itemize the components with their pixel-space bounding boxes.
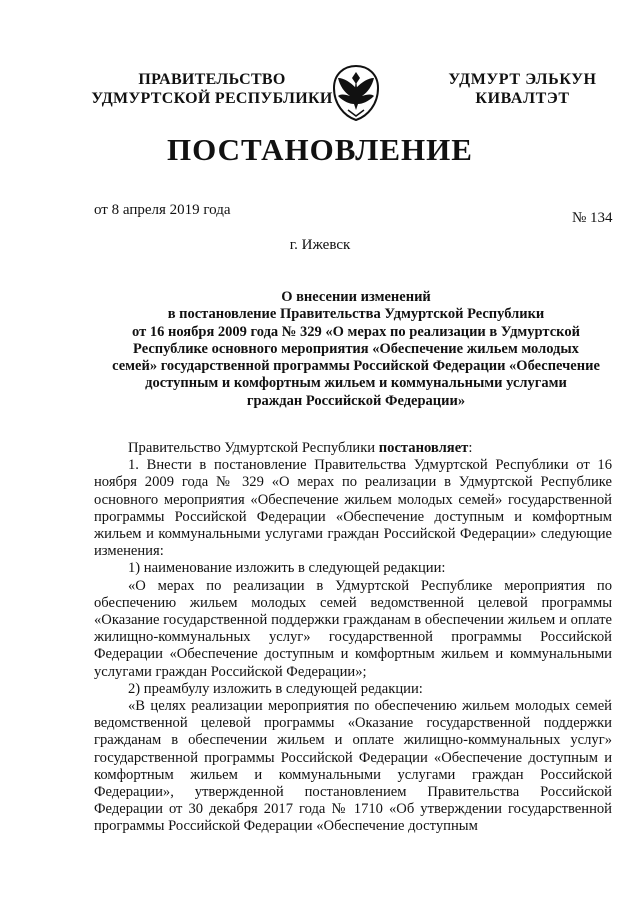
body-paragraph-5: «В целях реализации мероприятия по обеспечению жильем молодых семей ведомственной целевой программы «Оказание государственной поддержки гражданам в обеспечении жильем и оплате жилищно-коммунальных услуг» государственной программы Российской Федерации «Обеспечение доступным и комфортным жильем и коммунальными услугами граждан Российской Федерации», утвержденной постановлением Правительства Российской Федерации от 30 декабря 2017 года № 1710 «Об утверждении государственной программы Российской Федерации «Обеспечение доступным bbox=[94, 698, 612, 835]
subject-line: Республике основного мероприятия «Обеспечение жильем молодых bbox=[133, 340, 579, 357]
subject-line: граждан Российской Федерации» bbox=[246, 392, 466, 409]
document-header bbox=[0, 64, 640, 124]
document-date: от 8 апреля 2019 года bbox=[94, 202, 231, 218]
document-city: г. Ижевск bbox=[289, 237, 351, 253]
header-left-line-2: УДМУРТСКОЙ РЕСПУБЛИКИ bbox=[91, 90, 333, 107]
header-right-line-2: КИВАЛТЭТ bbox=[475, 90, 570, 107]
body-paragraph-2: 1) наименование изложить в следующей редакции: bbox=[128, 560, 446, 577]
subject-line: семей» государственной программы Российской Федерации «Обеспечение bbox=[112, 358, 600, 375]
subject-line: доступным и комфортным жильем и коммунальными услугами bbox=[145, 375, 567, 392]
subject-line: в постановление Правительства Удмуртской Республики bbox=[167, 306, 545, 323]
subject-line: О внесении изменений bbox=[281, 289, 431, 305]
udmurt-coat-of-arms-icon bbox=[330, 64, 382, 122]
subject-line: от 16 ноября 2009 года № 329 «О мерах по реализации в Удмуртской bbox=[132, 323, 580, 340]
intro-end: : bbox=[468, 440, 473, 456]
body-paragraph-1: 1. Внести в постановление Правительства Удмуртской Республики от 16 ноября 2009 года № 329 «О мерах по реализации в Удмуртской Республике основного мероприятия «Обеспечение жильем молодых семей» государственной программы Российской Федерации «Обеспечение доступным и комфортным жильем и коммунальными услугами граждан Российской Федерации» следующие изменения: bbox=[94, 457, 612, 560]
body-intro bbox=[94, 440, 612, 457]
header-government-name-ru bbox=[62, 70, 362, 108]
header-right-line-1: УДМУРТ ЭЛЬКУН bbox=[448, 71, 597, 88]
document-title: ПОСТАНОВЛЕНИЕ bbox=[167, 132, 473, 167]
body-paragraph-4: 2) преамбулу изложить в следующей редакции: bbox=[128, 680, 423, 697]
header-government-name-udm bbox=[410, 70, 635, 108]
header-left-line-1: ПРАВИТЕЛЬСТВО bbox=[138, 71, 286, 88]
document-number: № 134 bbox=[572, 210, 613, 226]
body-paragraph-3: «О мерах по реализации в Удмуртской Республике мероприятия по обеспечению жильем молодых семей ведомственной целевой программы «Оказание государственной поддержки гражданам в обеспечении жильем и оплате жилищно-коммунальных услуг» государственной программы Российской Федерации «Обеспечение доступным и комфортным жильем и коммунальными услугами граждан Российской Федерации»; bbox=[94, 577, 612, 680]
intro-text: Правительство Удмуртской Республики bbox=[128, 440, 379, 456]
intro-bold: постановляет bbox=[378, 440, 469, 456]
document-body bbox=[94, 440, 612, 836]
document-subject bbox=[96, 289, 616, 410]
